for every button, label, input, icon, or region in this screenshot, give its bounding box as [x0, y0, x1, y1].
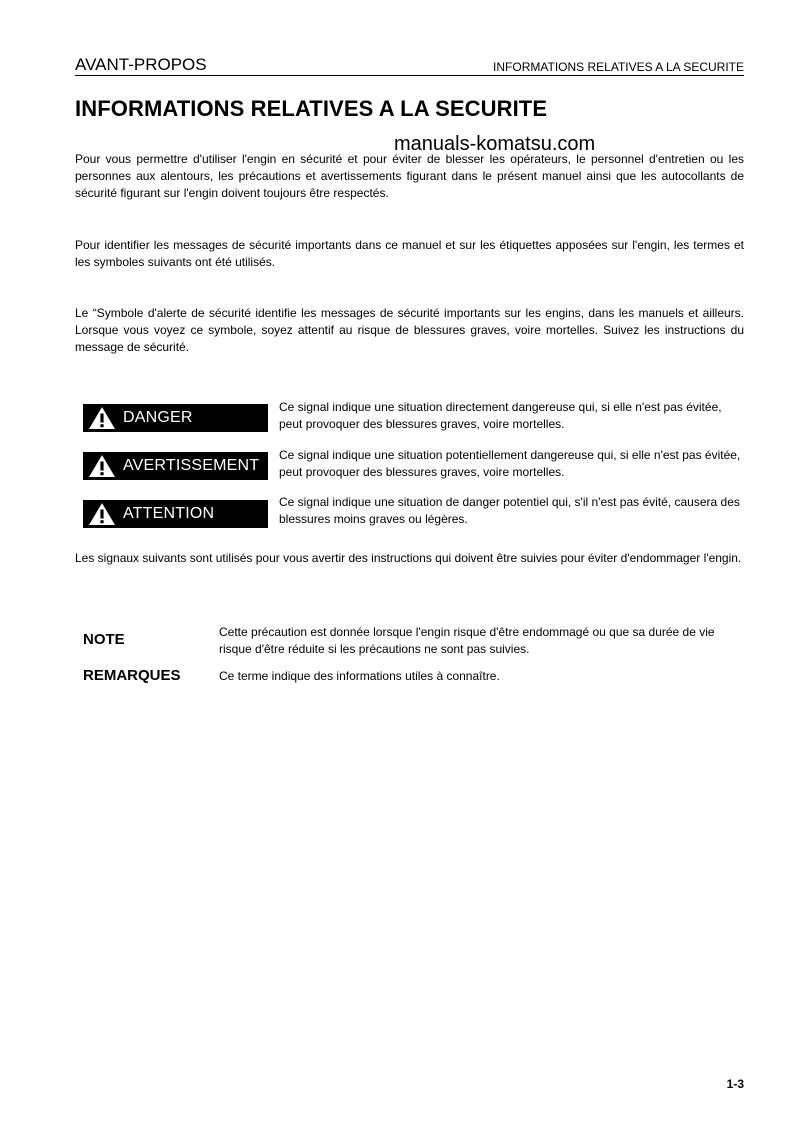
attention-label [83, 500, 268, 528]
header-section: AVANT-PROPOS [75, 55, 207, 74]
page-number: 1-3 [726, 1077, 744, 1091]
damage-signals-paragraph: Les signaux suivants sont utilisés pour vous avertir des instructions qui doivent être suivies pour éviter d'endommager l'engin. [75, 551, 742, 565]
remarques-term: REMARQUES [83, 667, 181, 684]
alert-symbol-paragraph: Le “Symbole d'alerte de sécurité identifie les messages de sécurité importants sur les engins, dans les manuels et ailleurs. Lorsque vous voyez ce symbole, soyez attentif au risque de blessures graves, voire mortelles. Suivez les instructions du message de sécurité. [75, 306, 744, 354]
remarques-description: Ce terme indique des informations utiles à connaître. [219, 669, 500, 683]
symbols-paragraph: Pour identifier les messages de sécurité importants dans ce manuel et sur les étiquettes apposées sur l'engin, les termes et les symboles suivants ont été utilisés. [75, 238, 744, 269]
avertissement-description: Ce signal indique une situation potentiellement dangereuse qui, si elle n'est pas évitée, peut provoquer des blessures graves, voire mortelles. [279, 448, 741, 479]
avertissement-label-text: AVERTISSEMENT [123, 457, 260, 474]
watermark-link[interactable]: manuals-komatsu.com [394, 133, 596, 155]
note-description: Cette précaution est donnée lorsque l'engin risque d'être endommagé ou que sa durée de vie risque d'être réduite si les précautions ne sont pas suivies. [219, 625, 715, 656]
danger-label [83, 404, 268, 432]
danger-description: Ce signal indique une situation directement dangereuse qui, si elle n'est pas évitée, peut provoquer des blessures graves, voire mortelles. [279, 400, 722, 431]
warning-triangle-icon [88, 502, 116, 526]
warning-triangle-icon [88, 406, 116, 430]
avertissement-label [83, 452, 268, 480]
page-title: INFORMATIONS RELATIVES A LA SECURITE [75, 96, 548, 121]
header-divider [75, 75, 744, 76]
header-chapter: INFORMATIONS RELATIVES A LA SECURITE [493, 60, 744, 74]
attention-description: Ce signal indique une situation de danger potentiel qui, s'il n'est pas évité, causera des blessures moins graves ou légères. [279, 495, 740, 526]
attention-label-text: ATTENTION [123, 505, 215, 522]
intro-paragraph: Pour vous permettre d'utiliser l'engin en sécurité et pour éviter de blesser les opérateurs, le personnel d'entretien ou les personnes aux alentours, les précautions et avertissements figurant dans le présent manuel ainsi que les autocollants de sécurité figurant sur l'engin doivent toujours être respectés. [75, 152, 744, 200]
warning-triangle-icon [88, 454, 116, 478]
danger-label-text: DANGER [123, 409, 193, 426]
note-term: NOTE [83, 631, 125, 648]
